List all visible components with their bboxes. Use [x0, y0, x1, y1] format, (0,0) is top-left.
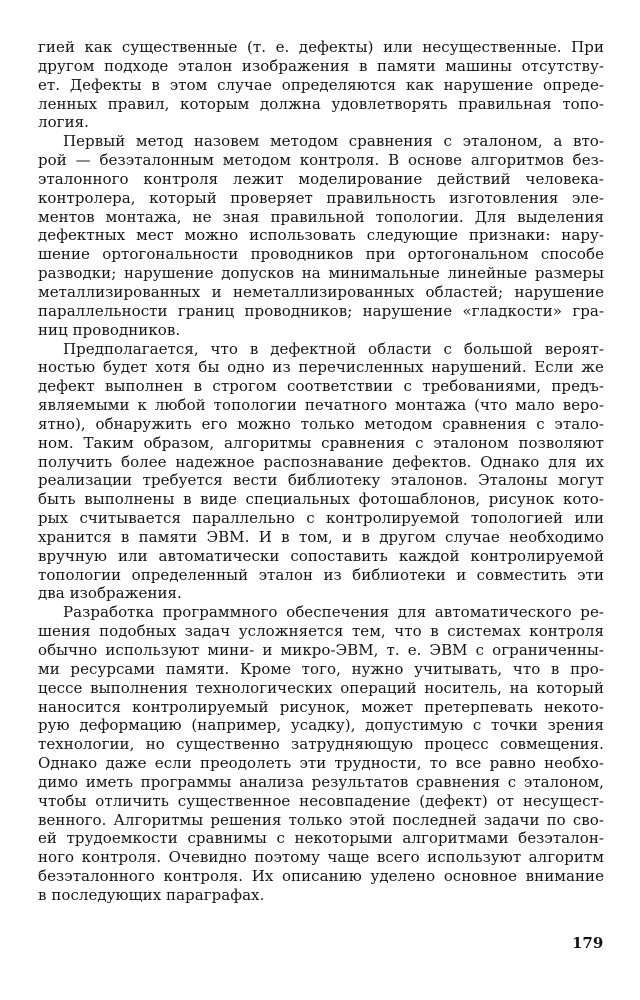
text-line: рых считывается параллельно с контролируемой топологией или [38, 509, 604, 528]
text-line: топологии определенный эталон из библиотеки и совместить эти [38, 565, 604, 584]
text-line: ей трудоемкости сравнимы с некоторыми алгоритмами безэталон- [38, 829, 604, 848]
text-line: ментов монтажа, не зная правильной топологии. Для выделения [38, 207, 604, 226]
text-line: Разработка программного обеспечения для автоматического ре- [63, 603, 604, 622]
text-line: чтобы отличить существенное несовпадение (дефект) от несущест- [38, 791, 604, 810]
body-text [38, 38, 604, 905]
text-line: ленных правил, которым должна удовлетворять правильная топо- [38, 94, 604, 113]
text-line: шение ортогональности проводников при ортогональном способе [38, 245, 604, 264]
text-line: цессе выполнения технологических операций носитель, на который [38, 678, 604, 697]
text-line: контролера, который проверяет правильность изготовления эле- [38, 188, 604, 207]
text-line: Предполагается, что в дефектной области с большой вероят- [63, 339, 604, 358]
page-number: 179 [572, 934, 604, 952]
paragraph [38, 38, 604, 132]
text-line: получить более надежное распознавание дефектов. Однако для их [38, 452, 604, 471]
paragraph [38, 340, 604, 604]
text-line: ностью будет хотя бы одно из перечисленных нарушений. Если же [38, 358, 604, 377]
text-line: ятно), обнаружить его можно только методом сравнения с этало- [38, 414, 604, 433]
text-line: металлизированных и неметаллизированных областей; нарушение [38, 282, 604, 301]
text-line: в последующих параграфах. [38, 885, 265, 904]
text-line: ного контроля. Очевидно поэтому чаще всего используют алгоритм [38, 848, 604, 867]
text-line: венного. Алгоритмы решения только этой последней задачи по сво- [38, 810, 604, 829]
text-line: вручную или автоматически сопоставить каждой контролируемой [38, 546, 604, 565]
text-line: обычно используют мини- и микро-ЭВМ, т. е. ЭВМ с ограниченны- [38, 641, 604, 659]
text-line: технологии, но существенно затрудняющую процесс совмещения. [38, 735, 604, 754]
text-line: наносится контролируемый рисунок, может претерпевать некото- [38, 697, 604, 716]
text-line: дефектных мест можно использовать следующие признаки: нару- [38, 226, 604, 245]
text-line: рую деформацию (например, усадку), допустимую с точки зрения [38, 716, 604, 735]
text-line: шения подобных задач усложняется тем, что в системах контроля [38, 622, 604, 641]
text-line: два изображения. [38, 584, 182, 603]
text-line: Первый метод назовем методом сравнения с эталоном, а вто- [63, 132, 604, 151]
text-line: ниц проводников. [38, 320, 181, 339]
text-line: логия. [38, 113, 89, 132]
text-line: дефект выполнен в строгом соответствии с требованиями, предъ- [38, 377, 604, 396]
text-line: хранится в памяти ЭВМ. И в том, и в другом случае необходимо [38, 527, 604, 546]
text-line: димо иметь программы анализа результатов сравнения с эталоном, [38, 772, 604, 791]
paragraph [38, 132, 604, 339]
text-line: разводки; нарушение допусков на минимальные линейные размеры [38, 264, 604, 283]
text-line: реализации требуется вести библиотеку эталонов. Эталоны могут [38, 471, 604, 490]
text-line: ет. Дефекты в этом случае определяются как нарушение опреде- [38, 75, 604, 94]
text-line: ми ресурсами памяти. Кроме того, нужно учитывать, что в про- [38, 659, 604, 678]
text-line: гией как существенные (т. е. дефекты) или несущественные. При [38, 38, 604, 56]
text-line: ном. Таким образом, алгоритмы сравнения с эталоном позволяют [38, 433, 604, 452]
text-line: являемыми к любой топологии печатного монтажа (что мало веро- [38, 396, 604, 415]
text-line: параллельности границ проводников; нарушение «гладкости» гра- [38, 301, 604, 320]
text-line: быть выполнены в виде специальных фотошаблонов, рисунок кото- [38, 490, 604, 509]
text-line: Однако даже если преодолеть эти трудности, то все равно необхо- [38, 754, 604, 773]
text-line: эталонного контроля лежит моделирование действий человека- [38, 169, 604, 188]
paragraph [38, 603, 604, 905]
text-line: безэталонного контроля. Их описанию уделено основное внимание [38, 867, 604, 886]
text-line: другом подходе эталон изображения в памяти машины отсутству- [38, 56, 604, 75]
text-line: рой — безэталонным методом контроля. В основе алгоритмов без- [38, 151, 604, 170]
